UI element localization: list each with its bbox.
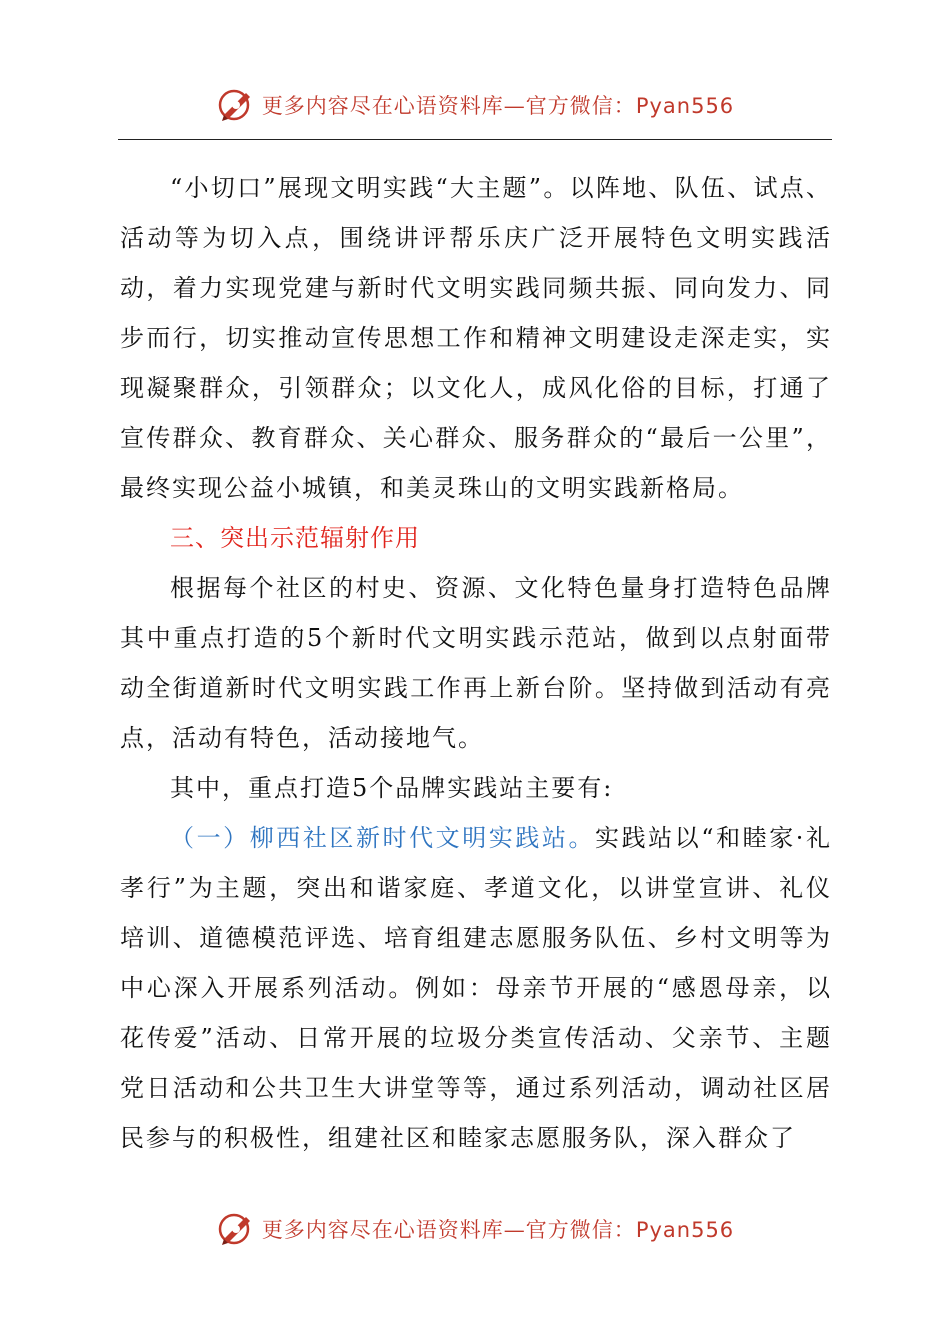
header-divider — [118, 139, 832, 140]
paragraph-2: 根据每个社区的村史、资源、文化特色量身打造特色品牌其中重点打造的5个新时代文明实践示范站，做到以点射面带动全街道新时代文明实践工作再上新台阶。坚持做到活动有亮点，活动有特色，活动接地气。 — [120, 574, 832, 752]
footer-banner — [0, 1204, 950, 1254]
subsection-text-1: 实践站以“和睦家·礼孝行”为主题，突出和谐家庭、孝道文化，以讲堂宣讲、礼仪培训、道德模范评选、培育组建志愿服务队伍、乡村文明等为中心深入开展系列活动。例如：母亲节开展的“感恩母亲，以花传爱”活动、日常开展的垃圾分类宣传活动、父亲节、主题党日活动和公共卫生大讲堂等等，通过系列活动，调动社区居民参与的积极性，组建社区和睦家志愿服务队，深入群众了 — [120, 824, 833, 1152]
footer-wechat-id: Pyan556 — [635, 1218, 735, 1242]
header-banner-text: 更多内容尽在心语资料库—官方微信：Pyan556 — [261, 94, 735, 118]
header-wechat-id: Pyan556 — [635, 94, 735, 118]
section-heading-3: 三、突出示范辐射作用 — [170, 524, 420, 552]
pen-logo-icon — [216, 1209, 256, 1249]
document-body — [120, 163, 832, 1163]
subsection-title-1: （一）柳西社区新时代文明实践站。 — [170, 824, 596, 852]
footer-banner-text: 更多内容尽在心语资料库—官方微信：Pyan556 — [261, 1218, 735, 1242]
pen-logo-icon — [216, 85, 256, 125]
paragraph-3: 其中，重点打造5个品牌实践站主要有: — [170, 774, 614, 802]
paragraph-4 — [120, 813, 832, 1163]
paragraph-1: “小切口”展现文明实践“大主题”。以阵地、队伍、试点、活动等为切入点，围绕讲评帮乐庆广泛开展特色文明实践活动，着力实现党建与新时代文明实践同频共振、同向发力、同步而行，切实推动宣传思想工作和精神文明建设走深走实，实现凝聚群众，引领群众；以文化人，成风化俗的目标，打通了宣传群众、教育群众、关心群众、服务群众的“最后一公里”，最终实现公益小城镇，和美灵珠山的文明实践新格局。 — [120, 174, 832, 502]
header-banner — [0, 80, 950, 130]
